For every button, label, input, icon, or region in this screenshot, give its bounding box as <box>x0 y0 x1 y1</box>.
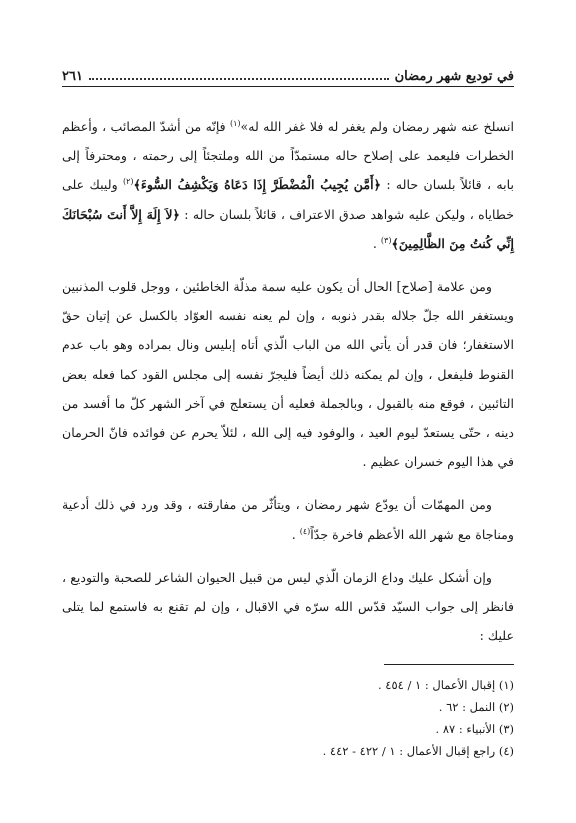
footnote-2: (٢) النمل : ٦٢ . <box>438 700 514 714</box>
paragraph-3 <box>62 490 514 548</box>
paragraph-text: وليبك على خطاياه ، وليكن عليه شواهد صدق الاعتراف ، قائلاً بلسان حاله : <box>62 177 514 222</box>
dotted-leader <box>89 78 389 80</box>
footnote-ref-3: (٣) <box>380 235 392 245</box>
footnote-rule <box>384 664 514 665</box>
paragraph-text: . <box>372 235 381 251</box>
footnote-4: (٤) راجع إقبال الأعمال : ١ / ٤٢٢ - ٤٤٢ . <box>322 744 514 758</box>
running-title: في توديع شهر رمضان <box>394 69 514 84</box>
header-rule <box>62 86 514 87</box>
paragraph-1 <box>62 112 514 258</box>
paragraph-text: فإنّه من أشدّ المصائب ، وأعظم الخطرات فليعمد على إصلاح حاله مستمدّاً من الله وملتجئاً إلى رحمته ، ومحترفاً إلى بابه ، قائلاً بلسان حاله : <box>62 119 514 193</box>
footnote-ref-4: (٤) <box>299 526 311 536</box>
paragraph-text: . <box>291 526 300 542</box>
paragraph-text: انسلخ عنه شهر رمضان ولم يغفر له فلا غفر الله له» <box>240 119 515 134</box>
footnote-ref-2: (٢) <box>122 177 134 187</box>
running-header <box>62 62 514 84</box>
footnotes <box>62 674 514 762</box>
footnote-3: (٣) الأنبياء : ٨٧ . <box>435 722 514 736</box>
paragraph-2: ومن علامة [صلاح] الحال أن يكون عليه سمة مذلّة الخاطئين ، ووجل قلوب المذنبين ويستغفر الله جلّ جلاله بقدر ذنوبه ، وإن لم يعنه نفسه العوّاد بالكسل عن إتيان حقّ الاستغفار؛ فان قدر أن يأتي الله من الباب الّذي أتاه إبليس ونال بمراده وهو باب عدم القنوط فليفعل ، وإن لم يمكنه ذلك أيضاً فليجرّ نفسه إلى مجلس القود كما فعله بعض التائبين ، فوقع منه بالقبول ، وبالجملة فعليه أن يستعلج في آخر الشهر كلّ ما أفسد من دينه ، حتّى يستعدّ ليوم العيد ، والوفود فيه إلى الله ، لئلاّ يحرم عن فوائده فانّ الحرمان في هذا اليوم خسران عظيم . <box>62 279 514 470</box>
paragraph-text: ومن المهمّات أن يودّع شهر رمضان ، ويتأثّر من مفارقته ، وقد ورد في ذلك أدعية ومناجاة مع شهر الله الأعظم فاخرة جدّاً <box>62 497 514 542</box>
paragraph-4: وإن أشكل عليك وداع الزمان الّذي ليس من قبيل الحيوان الشاعر للصحبة والتوديع ، فانظر إلى جواب السيّد قدّس الله سرّه في الاقبال ، وإن لم تقنع به فاستمع لما يتلى عليك : <box>62 569 514 644</box>
quran-verse: ﴿أَمَّن يُجِيبُ الْمُضْطَرَّ إِذَا دَعَاهُ وَيَكْشِفُ السُّوءَ﴾ <box>133 177 381 193</box>
footnote-1: (١) إقبال الأعمال : ١ / ٤٥٤ . <box>377 678 514 692</box>
page-number: ٢٦١ <box>62 69 83 84</box>
quran-verse: ﴿لاَ إِلَهَ إِلاَّ أَنتَ سُبْحَانَكَ إِنِّي كُنتُ مِنَ الظَّالِمِينَ﴾ <box>62 206 514 251</box>
body-text <box>62 112 514 664</box>
footnote-ref-1: (١) <box>230 118 241 128</box>
